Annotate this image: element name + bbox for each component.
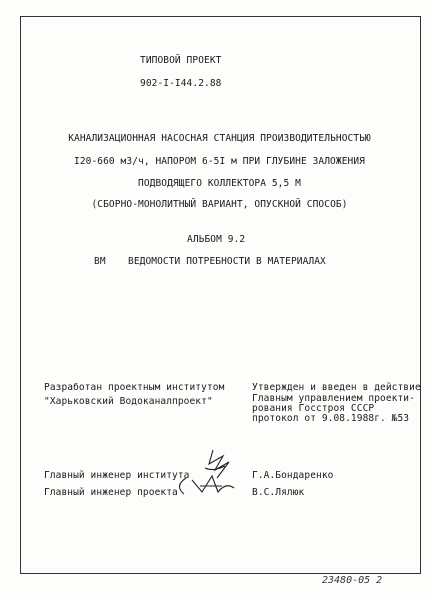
developer-line-2: "Харьковский Водоканалпроект"	[44, 396, 213, 407]
title-line-1: КАНАЛИЗАЦИОННАЯ НАСОСНАЯ СТАНЦИЯ ПРОИЗВОДИТЕЛЬНОСТЬЮ	[68, 133, 371, 144]
inventory-number: 23480-05 2	[322, 575, 383, 586]
developer-line-1: Разработан проектным институтом	[44, 382, 225, 393]
signatory-name-1: Г.А.Бондаренко	[252, 470, 334, 481]
signature-chief-engineer-project	[172, 472, 242, 500]
signatory-role-2: Главный инженер проекта	[44, 487, 178, 498]
title-line-4: (СБОРНО-МОНОЛИТНЫЙ ВАРИАНТ, ОПУСКНОЙ СПОСОБ)	[91, 199, 348, 210]
approval-line-1: Утвержден и введен в действие	[252, 382, 421, 393]
signatory-name-2: В.С.Лялюк	[252, 487, 305, 498]
approval-line-3: рования Госстроя СССР	[252, 403, 375, 414]
album-code: ВМ	[94, 256, 106, 267]
approval-line-4: протокол от 9.08.1988г. №53	[252, 413, 410, 424]
title-line-3: ПОДВОДЯЩЕГО КОЛЛЕКТОРА 5,5 М	[138, 178, 301, 189]
album-name: ВЕДОМОСТИ ПОТРЕБНОСТИ В МАТЕРИАЛАХ	[128, 256, 326, 267]
title-line-2: I20-660 м3/ч, НАПОРОМ 6-5I м ПРИ ГЛУБИНЕ ЗАЛОЖЕНИЯ	[74, 156, 365, 167]
project-number: 902-I-I44.2.88	[140, 78, 222, 89]
project-type: ТИПОВОЙ ПРОЕКТ	[140, 55, 222, 66]
signatory-role-1: Главный инженер института	[44, 470, 190, 481]
album-label: АЛЬБОМ 9.2	[187, 234, 246, 245]
approval-line-2: Главным управлением проекти-	[252, 393, 415, 404]
